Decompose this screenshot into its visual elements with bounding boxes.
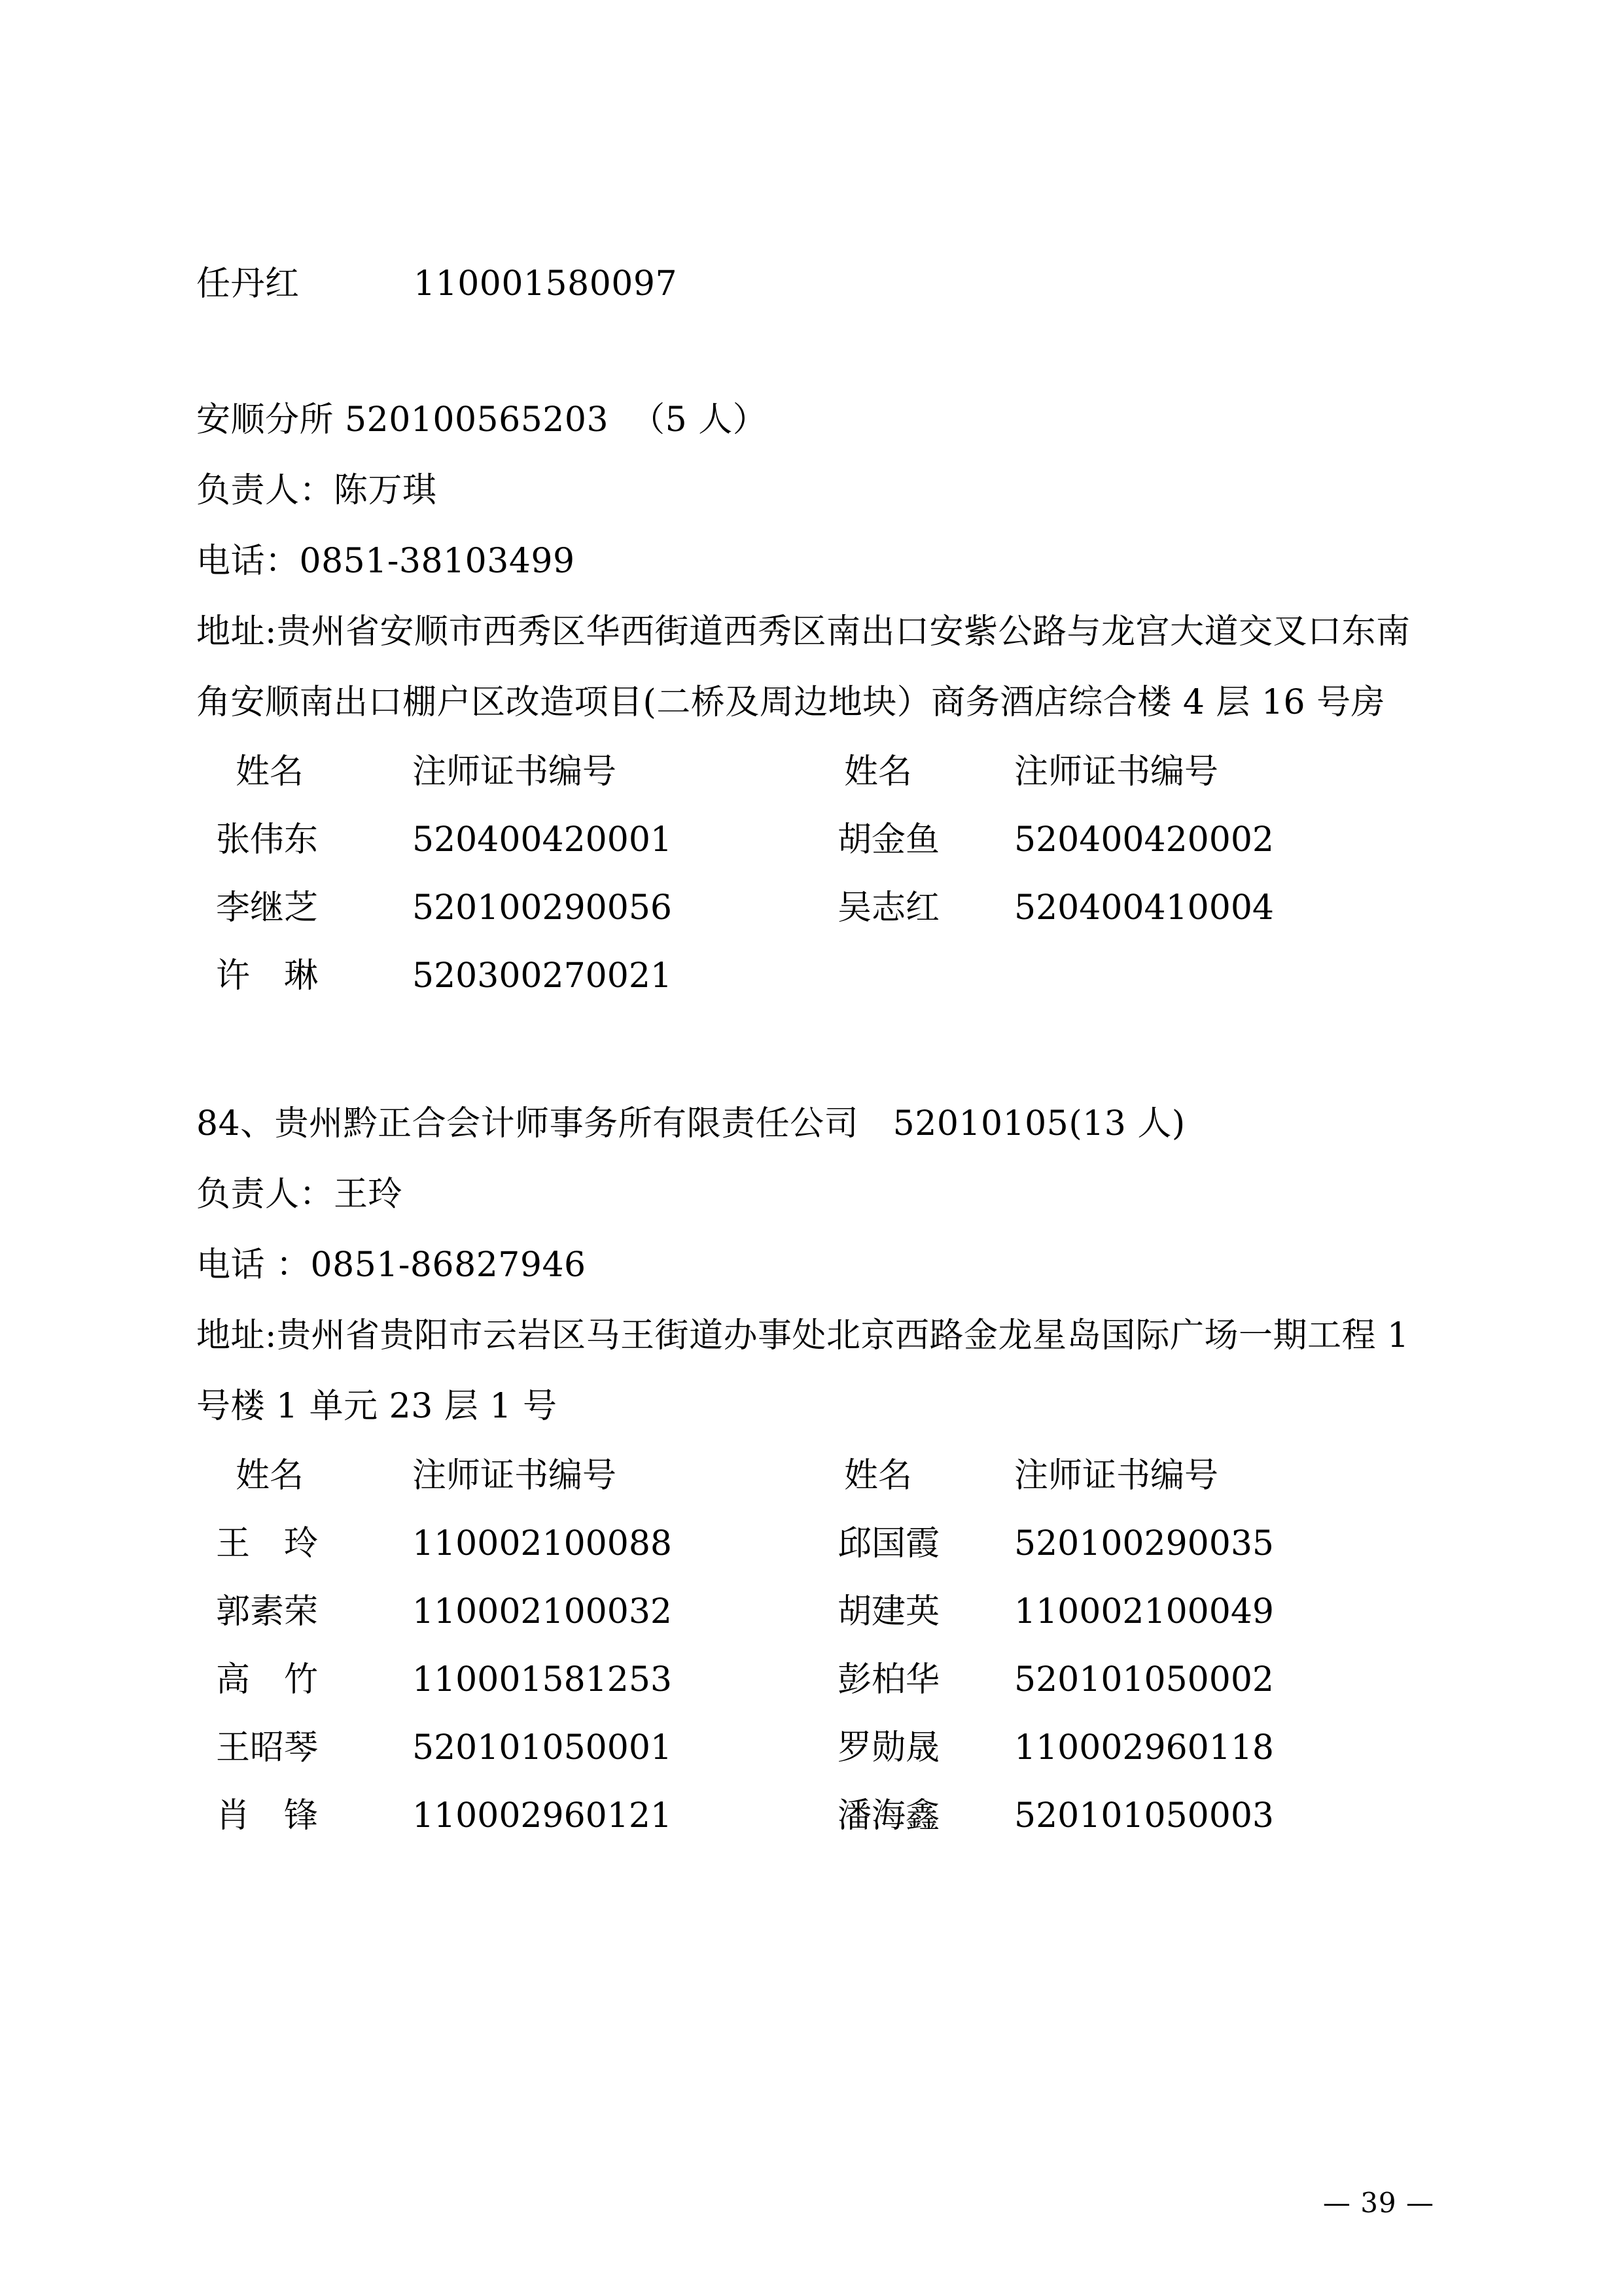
continued-person-line	[196, 249, 1426, 319]
cell-name-2: 胡建英	[838, 1592, 940, 1631]
cell-name-2: 吴志红	[838, 888, 940, 928]
cell-name: 李继芝	[216, 888, 319, 928]
cell-cert: 110002960121	[412, 1796, 673, 1835]
header-cert-2: 注师证书编号	[1014, 1456, 1219, 1495]
cell-cert: 520300270021	[412, 956, 673, 996]
cell-cert-2: 520400410004	[1014, 888, 1275, 928]
table-row	[196, 874, 1426, 942]
continued-person-name: 任丹红	[196, 264, 300, 304]
table-row	[196, 1714, 1426, 1782]
cell-cert: 520100290056	[412, 888, 673, 928]
header-name-2: 姓名	[844, 1456, 913, 1495]
cell-cert-2: 110002960118	[1014, 1728, 1275, 1767]
page-content	[196, 249, 1426, 1850]
header-cert-2: 注师证书编号	[1014, 752, 1219, 791]
firm-address: 地址:贵州省贵阳市云岩区马王街道办事处北京西路金龙星岛国际广场一期工程 1 号楼 1 单元 23 层 1 号	[196, 1316, 1409, 1426]
page-number: — 39 —	[1322, 2187, 1434, 2219]
cell-name-2: 邱国霞	[838, 1524, 940, 1563]
cell-cert-2	[1014, 942, 1426, 1010]
cell-name: 郭素荣	[216, 1592, 319, 1631]
header-name: 姓名	[236, 1456, 304, 1495]
cell-name: 张伟东	[216, 820, 319, 860]
cell-name-2: 胡金鱼	[838, 820, 940, 860]
branch-phone: 电话：0851-38103499	[196, 542, 575, 581]
header-cert: 注师证书编号	[412, 752, 617, 791]
table-row	[196, 1510, 1426, 1578]
table-row	[196, 942, 1426, 1010]
cell-name-2: 潘海鑫	[838, 1796, 940, 1835]
table-header-row	[196, 738, 1426, 806]
firm-title: 84、贵州黔正合会计师事务所有限责任公司 52010105(13 人)	[196, 1104, 1186, 1143]
cell-name: 王 玲	[216, 1524, 319, 1563]
header-name-2: 姓名	[844, 752, 913, 791]
header-cert: 注师证书编号	[412, 1456, 617, 1495]
header-name: 姓名	[236, 752, 304, 791]
spacer	[196, 1010, 1426, 1088]
branch-person-table	[196, 738, 1426, 1010]
spacer	[196, 319, 1426, 385]
continued-person-cert: 110001580097	[414, 264, 678, 304]
cell-cert-2: 520101050002	[1014, 1660, 1275, 1699]
table-header-row	[196, 1442, 1426, 1510]
cell-cert-2: 520400420002	[1014, 820, 1275, 860]
cell-name: 肖 锋	[216, 1796, 319, 1835]
table-row	[196, 806, 1426, 874]
cell-name: 许 琳	[216, 956, 319, 996]
cell-cert: 110001581253	[412, 1660, 673, 1699]
firm-phone: 电话 ：0851-86827946	[196, 1245, 586, 1285]
cell-cert: 520400420001	[412, 820, 673, 860]
cell-name: 王昭琴	[216, 1728, 319, 1767]
table-row	[196, 1782, 1426, 1850]
cell-name-2	[838, 942, 1014, 1010]
cell-cert: 110002100032	[412, 1592, 673, 1631]
cell-cert-2: 520101050003	[1014, 1796, 1275, 1835]
cell-name: 高 竹	[216, 1660, 319, 1699]
table-row	[196, 1578, 1426, 1646]
cell-name-2: 罗勋晟	[838, 1728, 940, 1767]
cell-cert: 520101050001	[412, 1728, 673, 1767]
cell-name-2: 彭柏华	[838, 1660, 940, 1699]
cell-cert-2: 520100290035	[1014, 1524, 1275, 1563]
cell-cert-2: 110002100049	[1014, 1592, 1275, 1631]
firm-person-table	[196, 1442, 1426, 1850]
cell-cert: 110002100088	[412, 1524, 673, 1563]
firm-manager: 负责人：王玲	[196, 1175, 403, 1214]
branch-manager: 负责人：陈万琪	[196, 471, 437, 510]
branch-address: 地址:贵州省安顺市西秀区华西街道西秀区南出口安紫公路与龙宫大道交叉口东南角安顺南出口棚户区改造项目(二桥及周边地块）商务酒店综合楼 4 层 16 号房	[196, 612, 1411, 722]
branch-title: 安顺分所 520100565203 （5 人）	[196, 400, 768, 440]
table-row	[196, 1646, 1426, 1714]
